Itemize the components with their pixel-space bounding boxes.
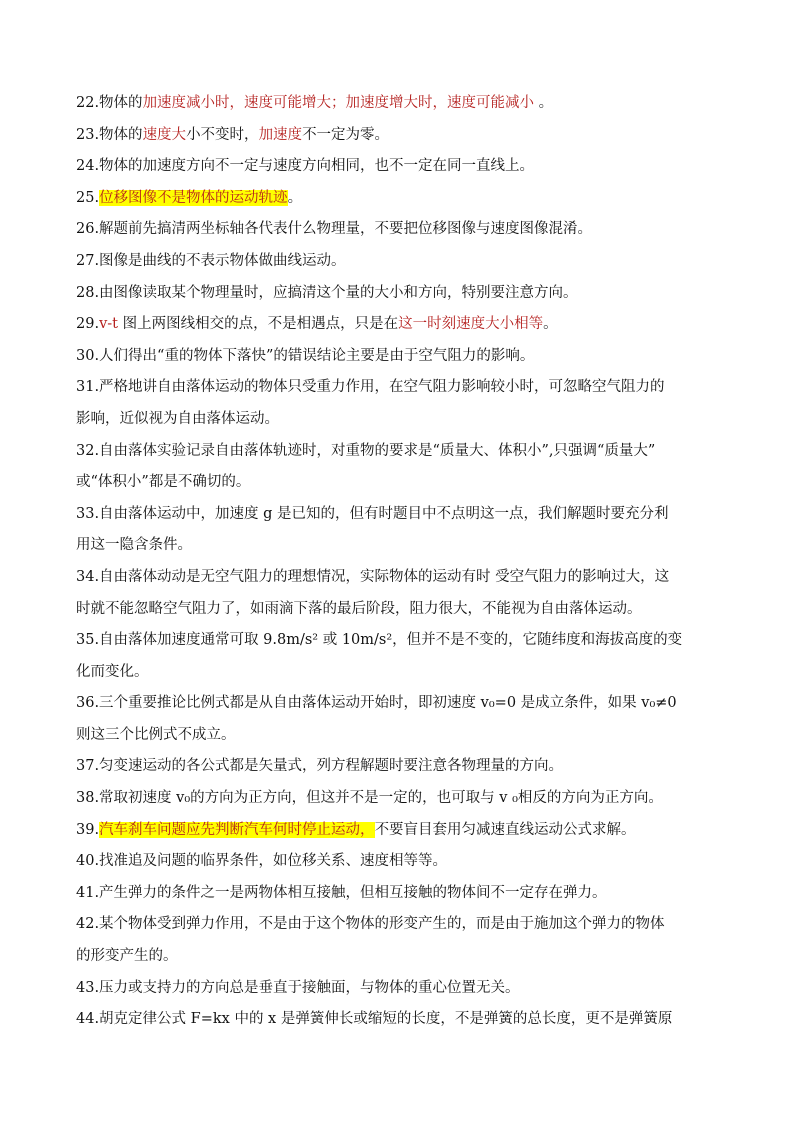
body-text: 则这三个比例式不成立。: [76, 726, 236, 743]
text-line-38: [76, 783, 734, 815]
text-line-44: [76, 1004, 734, 1036]
body-text: 。: [543, 316, 558, 333]
body-text: 图上两图线相交的点，不是相遇点，只是在: [117, 316, 399, 333]
emphasized-text: v-t: [99, 316, 118, 333]
text-line-33b: [76, 530, 734, 562]
body-text: 31.严格地讲自由落体运动的物体只受重力作用，在空气阻力影响较小时，可忽略空气阻力的: [76, 379, 665, 396]
body-text: 34.自由落体动动是无空气阻力的理想情况，实际物体的运动有时 受空气阻力的影响过大，这: [76, 568, 670, 585]
body-text: 。: [287, 189, 303, 206]
text-line-29: [76, 309, 734, 341]
text-line-35b: [76, 657, 734, 689]
body-text: 化而变化。: [76, 663, 149, 680]
body-text: 27.图像是曲线的不表示物体做曲线运动。: [76, 252, 346, 269]
body-text: 38.常取初速度 v₀的方向为正方向，但这并不是一定的，也可取与 v ₀相反的方向为正方向。: [76, 790, 663, 807]
text-line-36a: [76, 688, 734, 720]
body-text: 影响，近似视为自由落体运动。: [76, 410, 279, 427]
body-text: 不要盲目套用匀减速直线运动公式求解。: [374, 821, 636, 838]
body-text: 44.胡克定律公式 F=kx 中的 x 是弹簧伸长或缩短的长度，不是弹簧的总长度，更不是弹簧原: [76, 1011, 673, 1028]
body-text: 或“体积小”都是不确切的。: [76, 474, 251, 491]
body-text: 23.物体的: [76, 126, 143, 143]
body-text: 。: [534, 95, 554, 111]
body-text: 28.由图像读取某个物理量时，应搞清这个量的大小和方向，特别要注意方向。: [76, 284, 578, 301]
body-text: 小不变时，: [186, 126, 259, 143]
body-text: 35.自由落体加速度通常可取 9.8m/s² 或 10m/s²，但并不是不变的，它随纬度和海拔高度的变: [76, 632, 683, 649]
highlighted-text: 汽车刹车问题应先判断汽车何时停止运动，: [99, 821, 375, 838]
text-line-32a: [76, 436, 734, 468]
text-line-34a: [76, 562, 734, 594]
text-line-41: [76, 878, 734, 910]
text-line-33a: [76, 499, 734, 531]
text-line-37: [76, 751, 734, 783]
emphasized-text: 这一时刻速度大小相等: [398, 316, 544, 333]
text-line-43: [76, 973, 734, 1005]
text-line-35a: [76, 625, 734, 657]
highlighted-text: 位移图像不是物体的运动轨迹: [99, 189, 288, 206]
body-text: 36.三个重要推论比例式都是从自由落体运动开始时，即初速度 v₀=0 是成立条件，如果 v₀≠0: [76, 695, 677, 712]
text-line-30: [76, 341, 734, 373]
body-text: 26.解题前先搞清两坐标轴各代表什么物理量，不要把位移图像与速度图像混淆。: [76, 221, 593, 238]
body-text: 29.: [76, 316, 100, 333]
body-text: 43.压力或支持力的方向总是垂直于接触面，与物体的重心位置无关。: [76, 979, 520, 996]
body-text: 的形变产生的。: [76, 948, 178, 965]
text-line-31b: [76, 404, 734, 436]
body-text: 30.人们得出“重的物体下落快”的错误结论主要是由于空气阻力的影响。: [76, 347, 535, 364]
body-text: 25.: [76, 189, 100, 206]
text-line-32b: [76, 467, 734, 499]
emphasized-text: 加速度减小时，速度可能增大；加速度增大时，速度可能减小: [142, 95, 535, 111]
text-line-26: [76, 214, 734, 246]
emphasized-text: 速度大: [142, 126, 187, 143]
body-text: 用这一隐含条件。: [76, 537, 192, 554]
text-line-39: [76, 815, 734, 847]
text-line-28: [76, 278, 734, 310]
text-line-23: [76, 120, 734, 152]
body-text: 时就不能忽略空气阻力了，如雨滴下落的最后阶段，阻力很大，不能视为自由落体运动。: [76, 600, 642, 617]
text-line-34b: [76, 594, 734, 626]
text-line-24: [76, 151, 734, 183]
text-line-36b: [76, 720, 734, 752]
body-text: 41.产生弹力的条件之一是两物体相互接触，但相互接触的物体间不一定存在弹力。: [76, 884, 607, 901]
body-text: 40.找准追及问题的临界条件，如位移关系、速度相等等。: [76, 853, 448, 870]
text-line-22: [76, 88, 734, 120]
body-text: 24.物体的加速度方向不一定与速度方向相同，也不一定在同一直线上。: [76, 158, 535, 175]
body-text: 不一定为零。: [302, 126, 390, 143]
body-text: 37.匀变速运动的各公式都是矢量式，列方程解题时要注意各物理量的方向。: [76, 758, 564, 775]
body-text: 32.自由落体实验记录自由落体轨迹时，对重物的要求是“质量大、体积小”,只强调“质量大”: [76, 442, 656, 459]
body-text: 22.物体的: [76, 95, 143, 111]
text-line-42a: [76, 909, 734, 941]
text-line-40: [76, 846, 734, 878]
emphasized-text: 加速度: [258, 126, 303, 143]
text-line-31a: [76, 372, 734, 404]
text-line-42b: [76, 941, 734, 973]
text-line-27: [76, 246, 734, 278]
body-text: 33.自由落体运动中，加速度 g 是已知的，但有时题目中不点明这一点，我们解题时要充分利: [76, 505, 669, 522]
body-text: 42.某个物体受到弹力作用，不是由于这个物体的形变产生的，而是由于施加这个弹力的物体: [76, 916, 665, 933]
body-text: 39.: [76, 821, 100, 838]
text-line-25: [76, 183, 734, 215]
